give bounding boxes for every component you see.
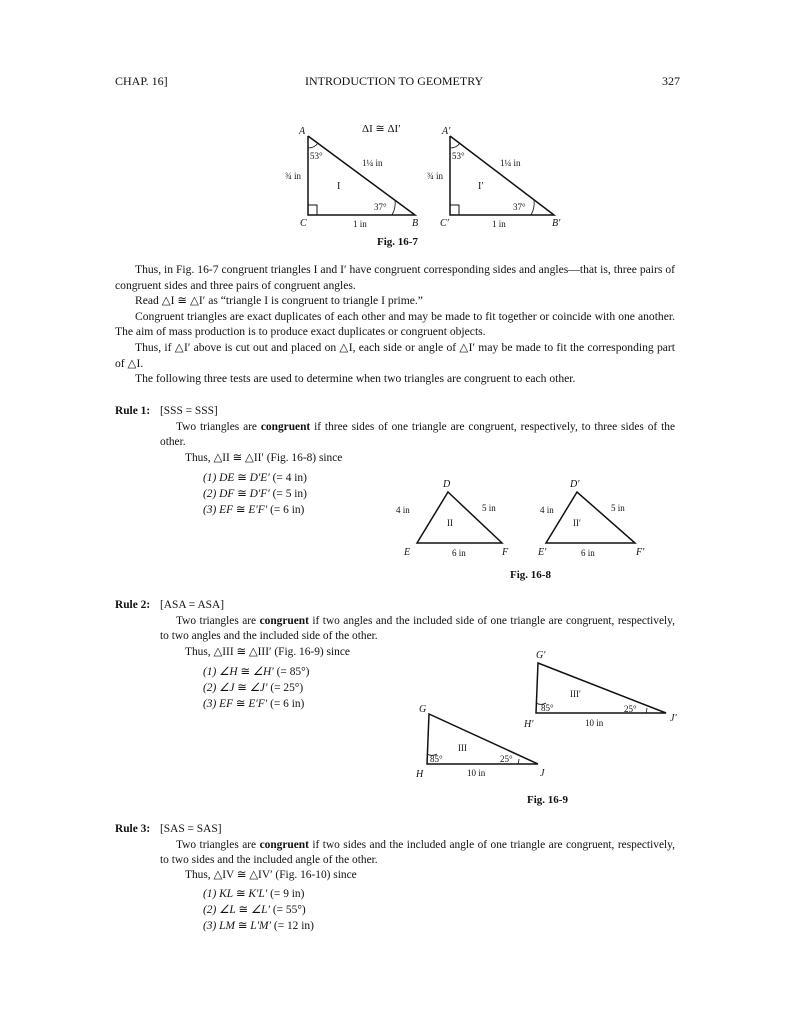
figure-16-8 [390, 473, 660, 563]
vertex-h-prime: H′ [524, 719, 534, 730]
angle-j-label: 25° [500, 754, 513, 764]
triangle-iii-prime [536, 663, 666, 713]
triangle-i [308, 136, 415, 215]
vertex-b-prime: B′ [552, 218, 561, 229]
intro-paragraph-2: Read △I ≅ △I′ as “triangle I is congruent to triangle I prime.” [135, 294, 423, 308]
side-hj-prime-label: 10 in [585, 718, 604, 728]
side-de-prime-label: 4 in [540, 505, 554, 515]
vertex-g: G [419, 704, 427, 715]
rule-3-thus: Thus, △IV ≅ △IV′ (Fig. 16-10) since [185, 869, 357, 881]
rule-2-item: (1) ∠H ≅ ∠H′ (= 85°) [203, 666, 310, 678]
running-header-title: INTRODUCTION TO GEOMETRY [305, 74, 484, 88]
vertex-f: F [502, 547, 509, 558]
side-de-label: 4 in [396, 505, 410, 515]
angle-j-prime-label: 25° [624, 704, 637, 714]
intro-paragraph-5: The following three tests are used to determine when two triangles are congruent to each other. [135, 372, 576, 386]
running-header-chapter: CHAP. 16] [115, 74, 168, 88]
page-number: 327 [662, 74, 680, 88]
rule-3-items [203, 886, 314, 934]
rule-2-item: (2) ∠J ≅ ∠J′ (= 25°) [203, 682, 304, 694]
rule-2-items [203, 664, 309, 712]
fig-16-9-caption: Fig. 16-9 [527, 794, 568, 806]
side-ac-prime-label: ¾ in [427, 171, 444, 181]
triangle-ii [417, 492, 502, 543]
vertex-c-prime: C′ [440, 218, 449, 229]
rule-3-label: Rule 3: [115, 823, 151, 835]
vertex-a: A [299, 126, 306, 137]
side-df-prime-label: 5 in [611, 503, 625, 513]
vertex-b: B [412, 218, 419, 229]
vertex-f-prime: F′ [636, 547, 645, 558]
triangle-iii-label: III [458, 743, 467, 753]
rule-3-item: (3) LM ≅ L′M′ (= 12 in) [203, 920, 314, 932]
rule-1-item: (2) DF ≅ D′F′ (= 5 in) [203, 488, 307, 500]
rule-2-label: Rule 2: [115, 599, 151, 611]
triangle-i-prime-label: I′ [478, 181, 484, 192]
intro-text [115, 262, 675, 387]
vertex-e-prime: E′ [538, 547, 547, 558]
rule-1-items [203, 470, 307, 518]
angle-h-prime-label: 85° [541, 703, 554, 713]
intro-paragraph-3: Congruent triangles are exact duplicates of each other and may be made to fit together or coincide with one another. The aim of mass production is to produce exact duplicates or congruent objects. [115, 309, 675, 339]
angle-b-prime-label: 37° [513, 202, 526, 212]
rule-1-item: (1) DE ≅ D′E′ (= 4 in) [203, 472, 307, 484]
vertex-d: D [443, 479, 451, 490]
angle-a-prime-label: 53° [452, 151, 465, 161]
rule-3-item: (2) ∠L ≅ ∠L′ (= 55°) [203, 904, 306, 916]
rule-2-thus: Thus, △III ≅ △III′ (Fig. 16-9) since [185, 646, 350, 658]
rule-3-tag: [SAS = SAS] [160, 823, 222, 835]
figure-16-9 [410, 645, 685, 785]
rule-1-statement: Two triangles are congruent if three sides of one triangle are congruent, respectively, to three sides of the other. [160, 421, 675, 449]
side-ac-label: ¾ in [285, 171, 302, 181]
rule-1-item: (3) EF ≅ E′F′ (= 6 in) [203, 504, 305, 516]
intro-paragraph-1: Thus, in Fig. 16-7 congruent triangles I and I′ have congruent corresponding sides and angles—that is, three pairs of congruent sides and three pairs of congruent angles. [115, 263, 675, 292]
rule-3-item: (1) KL ≅ K′L′ (= 9 in) [203, 888, 305, 900]
side-ab-label: 1¼ in [362, 158, 383, 168]
vertex-j-prime: J′ [670, 713, 677, 724]
triangle-i-prime [450, 136, 554, 215]
fig-16-8-caption: Fig. 16-8 [510, 569, 551, 581]
rule-1-label: Rule 1: [115, 405, 151, 417]
rule-2-item: (3) EF ≅ E′F′ (= 6 in) [203, 698, 305, 710]
side-df-label: 5 in [482, 503, 496, 513]
rule-1-bold-term: congruent [260, 421, 311, 433]
angle-a-label: 53° [310, 151, 323, 161]
rule-3-bold-term: congruent [259, 839, 309, 851]
figure-16-7 [270, 118, 570, 230]
vertex-c: C [300, 218, 307, 229]
side-hj-label: 10 in [467, 768, 486, 778]
vertex-e: E [404, 547, 411, 558]
side-ef-label: 6 in [452, 548, 466, 558]
side-cb-prime-label: 1 in [492, 219, 506, 229]
intro-paragraph-4: Thus, if △I′ above is cut out and placed on △I, each side or angle of △I′ may be made to fit the corresponding part of △I. [115, 340, 675, 370]
rule-3-statement: Two triangles are congruent if two sides and the included angle of one triangle are congruent, respectively, to two sides and the included angle of the other. [160, 839, 675, 867]
vertex-h: H [416, 769, 424, 780]
triangle-ii-label: II [447, 518, 453, 528]
vertex-a-prime: A′ [442, 126, 451, 137]
fig-16-7-title: ΔI ≅ ΔI′ [362, 123, 401, 135]
side-cb-label: 1 in [353, 219, 367, 229]
rule-1-thus: Thus, △II ≅ △II′ (Fig. 16-8) since [185, 452, 343, 464]
vertex-d-prime: D′ [570, 479, 580, 490]
triangle-iii [427, 714, 538, 764]
rule-2-statement: Two triangles are congruent if two angles and the included side of one triangle are congruent, respectively, to two angles and the included side of the other. [160, 615, 675, 643]
angle-h-label: 85° [430, 754, 443, 764]
triangle-ii-prime-label: II′ [573, 518, 581, 528]
triangle-iii-prime-label: III′ [570, 689, 581, 699]
rule-2-tag: [ASA = ASA] [160, 599, 225, 611]
rule-1-tag: [SSS = SSS] [160, 405, 218, 417]
rule-2-bold-term: congruent [259, 615, 309, 627]
triangle-ii-prime [546, 492, 635, 543]
fig-16-7-caption: Fig. 16-7 [377, 236, 418, 248]
triangle-i-label: I [337, 181, 341, 192]
vertex-j: J [540, 768, 545, 779]
side-ef-prime-label: 6 in [581, 548, 595, 558]
angle-b-label: 37° [374, 202, 387, 212]
side-ab-prime-label: 1¼ in [500, 158, 521, 168]
vertex-g-prime: G′ [536, 650, 546, 661]
